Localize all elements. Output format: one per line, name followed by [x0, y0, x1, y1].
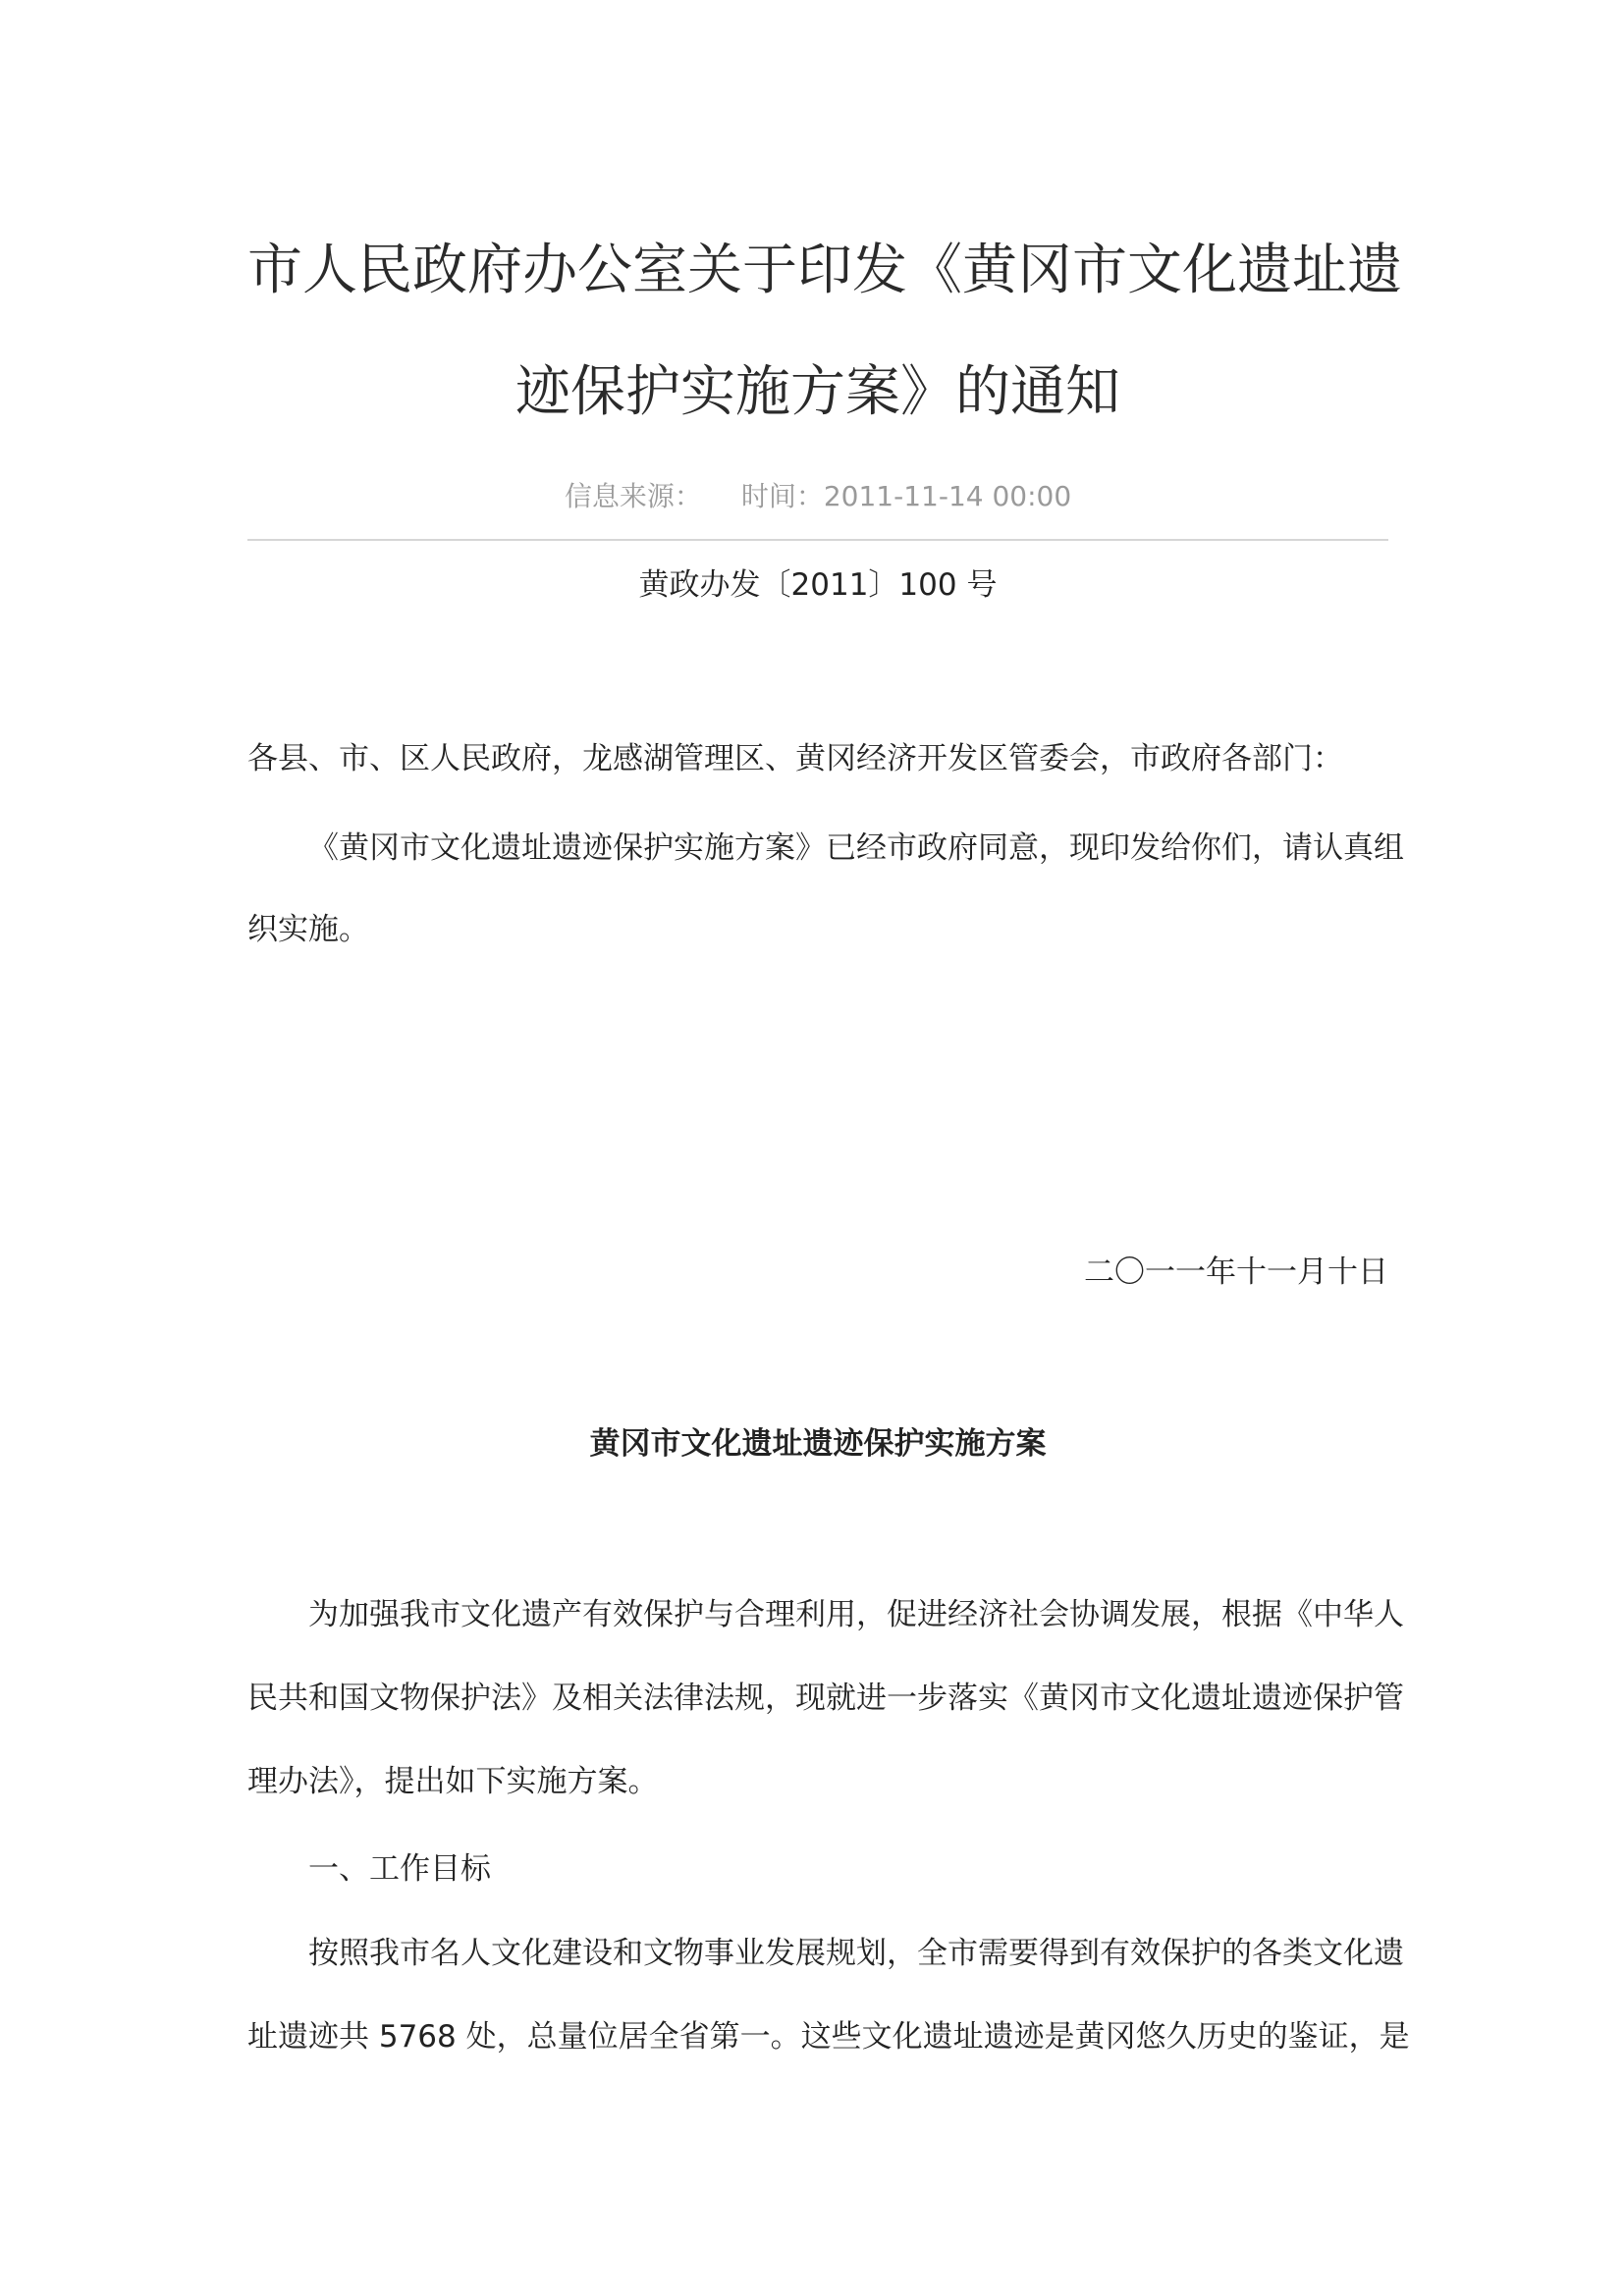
source-label: 信息来源：	[564, 480, 702, 512]
addressee: 各县、市、区人民政府，龙感湖管理区、黄冈经济开发区管委会，市政府各部门：	[247, 741, 1343, 776]
page-title-line-1: 市人民政府办公室关于印发《黄冈市文化遗址遗	[247, 239, 1402, 302]
plan-title: 黄冈市文化遗址遗迹保护实施方案	[589, 1426, 1047, 1462]
intro-line-1: 为加强我市文化遗产有效保护与合理利用，促进经济社会协调发展，根据《中华人	[308, 1597, 1404, 1632]
notice-line-2: 织实施。	[247, 912, 369, 947]
section-line-1: 按照我市名人文化建设和文物事业发展规划，全市需要得到有效保护的各类文化遗	[308, 1936, 1404, 1971]
divider	[247, 539, 1388, 541]
section-heading: 一、工作目标	[308, 1851, 491, 1887]
document-date: 二〇一一年十一月十日	[1084, 1255, 1388, 1290]
document-number: 黄政办发〔2011〕100 号	[638, 567, 998, 603]
meta-info	[247, 481, 1388, 512]
page-title-line-2: 迹保护实施方案》的通知	[515, 360, 1120, 424]
publish-time: 时间：2011-11-14 00:00	[740, 480, 1072, 512]
intro-line-3: 理办法》，提出如下实施方案。	[247, 1764, 659, 1799]
section-line-2: 址遗迹共 5768 处，总量位居全省第一。这些文化遗址遗迹是黄冈悠久历史的鉴证，是	[247, 2019, 1410, 2055]
intro-line-2: 民共和国文物保护法》及相关法律法规，现就进一步落实《黄冈市文化遗址遗迹保护管	[247, 1681, 1404, 1716]
notice-line-1: 《黄冈市文化遗址遗迹保护实施方案》已经市政府同意，现印发给你们，请认真组	[308, 830, 1404, 866]
